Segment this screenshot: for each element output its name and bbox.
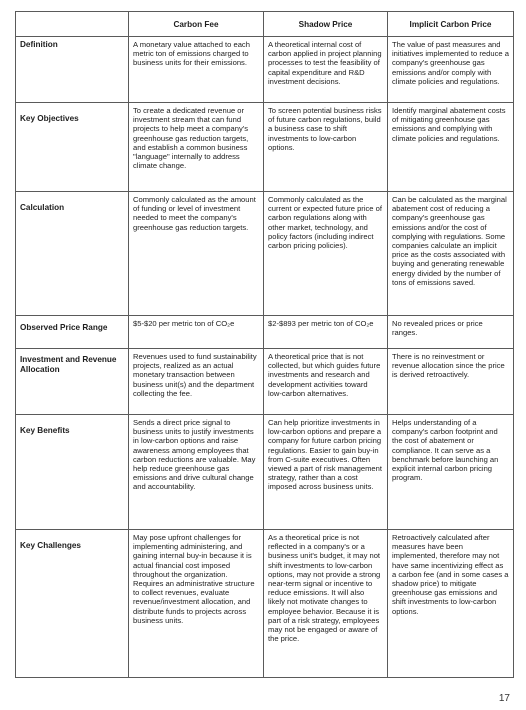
page-number: 17 (498, 693, 510, 704)
row-label-calculation (16, 192, 129, 316)
cell-carbon-fee: To create a dedicated revenue or investment stream that can fund projects to help meet a company's greenhouse gas reduction targets, and establish a common business "language" internally to address climate change. (129, 103, 264, 192)
cell-implicit-price: Retroactively calculated after measures have been implemented, therefore may not have same incentivizing effect as a carbon fee (and in some cases a shadow price) to mitigate greenhouse gas emissions and shift investments to low-carbon options. (388, 530, 514, 678)
header-implicit-carbon-price: Implicit Carbon Price (388, 12, 514, 37)
cell-implicit-price: Can be calculated as the marginal abatement cost of reducing a company's greenhouse gas emissions and/or the cost of complying with regulations. Some companies calculate an implicit price as the costs associated with buying and generating renewable energy divided by the number of tons of emissions saved. (388, 192, 514, 316)
cell-implicit-price: The value of past measures and initiatives implemented to reduce a company's greenhouse gas emissions and/or comply with climate policies and regulations. (388, 37, 514, 103)
table-row (16, 349, 514, 415)
cell-shadow-price: A theoretical price that is not collected, but which guides future investments and research and development activities toward low-carbon alternatives. (264, 349, 388, 415)
cell-carbon-fee: May pose upfront challenges for implementing administering, and gaining internal buy-in because it is actual financial cost imposed throughout the organization. Requires an administrative structure to collect revenues, evaluate revenue/investment allocation, and distribute funds to projects across business units. (129, 530, 264, 678)
cell-carbon-fee: Commonly calculated as the amount of funding or level of investment needed to meet the company's greenhouse gas reduction targets. (129, 192, 264, 316)
header-shadow-price: Shadow Price (264, 12, 388, 37)
row-label-text: Key Challenges (20, 541, 81, 550)
table-row (16, 103, 514, 192)
cell-shadow-price: $2-$893 per metric ton of CO₂e (264, 316, 388, 349)
cell-carbon-fee: A monetary value attached to each metric ton of emissions charged to business units for their emissions. (129, 37, 264, 103)
table-row (16, 415, 514, 530)
header-blank (16, 12, 129, 37)
header-row (16, 12, 514, 37)
row-label-text: Observed Price Range (20, 323, 108, 332)
cell-implicit-price: Helps understanding of a company's carbon footprint and the cost of abatement or compliance. It can serve as a benchmark before launching an explicit internal carbon pricing program. (388, 415, 514, 530)
cell-implicit-price: Identify marginal abatement costs of mitigating greenhouse gas emissions and complying with climate policies and regulations. (388, 103, 514, 192)
cell-shadow-price: Can help prioritize investments in low-carbon options and prepare a company for future carbon pricing regulations. Easier to gain buy-in from C-suite executives. Often viewed a part of risk management strategy, rather than a cost imposed across business units. (264, 415, 388, 530)
table-row (16, 316, 514, 349)
row-label-key-challenges (16, 530, 129, 678)
table-row (16, 37, 514, 103)
table-row (16, 530, 514, 678)
comparison-table (15, 11, 514, 678)
row-label-key-objectives (16, 103, 129, 192)
header-carbon-fee: Carbon Fee (129, 12, 264, 37)
table-row (16, 192, 514, 316)
cell-shadow-price: A theoretical internal cost of carbon applied in project planning processes to test the feasibility of capital expenditure and R&D investment decisions. (264, 37, 388, 103)
row-label-investment-revenue-allocation (16, 349, 129, 415)
row-label-definition: Definition (16, 37, 129, 103)
cell-carbon-fee: Revenues used to fund sustainability projects, realized as an actual monetary transaction between business unit(s) and the department collecting the fee. (129, 349, 264, 415)
row-label-key-benefits (16, 415, 129, 530)
row-label-text: Key Benefits (20, 426, 70, 435)
row-label-text: Investment and Revenue Allocation (20, 355, 117, 374)
cell-implicit-price: There is no reinvestment or revenue allocation since the price is derived retroactively. (388, 349, 514, 415)
cell-shadow-price: Commonly calculated as the current or expected future price of carbon regulations along with other market, technology, and policy factors (including indirect carbon pricing policies). (264, 192, 388, 316)
cell-carbon-fee: $5-$20 per metric ton of CO₂e (129, 316, 264, 349)
cell-implicit-price: No revealed prices or price ranges. (388, 316, 514, 349)
cell-shadow-price: To screen potential business risks of future carbon regulations, build a business case to shift investments to low-carbon options. (264, 103, 388, 192)
row-label-text: Calculation (20, 203, 65, 212)
row-label-text: Key Objectives (20, 114, 79, 123)
row-label-observed-price-range (16, 316, 129, 349)
cell-carbon-fee: Sends a direct price signal to business units to justify investments in low-carbon options and raise awareness among employees that carbon reductions are valuable. May help reduce greenhouse gas emissions and drive cultural change and accountability. (129, 415, 264, 530)
cell-shadow-price: As a theoretical price is not reflected in a company's or a business unit's budget, it may not shift investments to low-carbon options, may not provide a strong near-term signal or incentive to reduce emissions. It will also likely not motivate changes to employee behavior. Because it is part of a risk strategy, employees may not be engaged or aware of the price. (264, 530, 388, 678)
